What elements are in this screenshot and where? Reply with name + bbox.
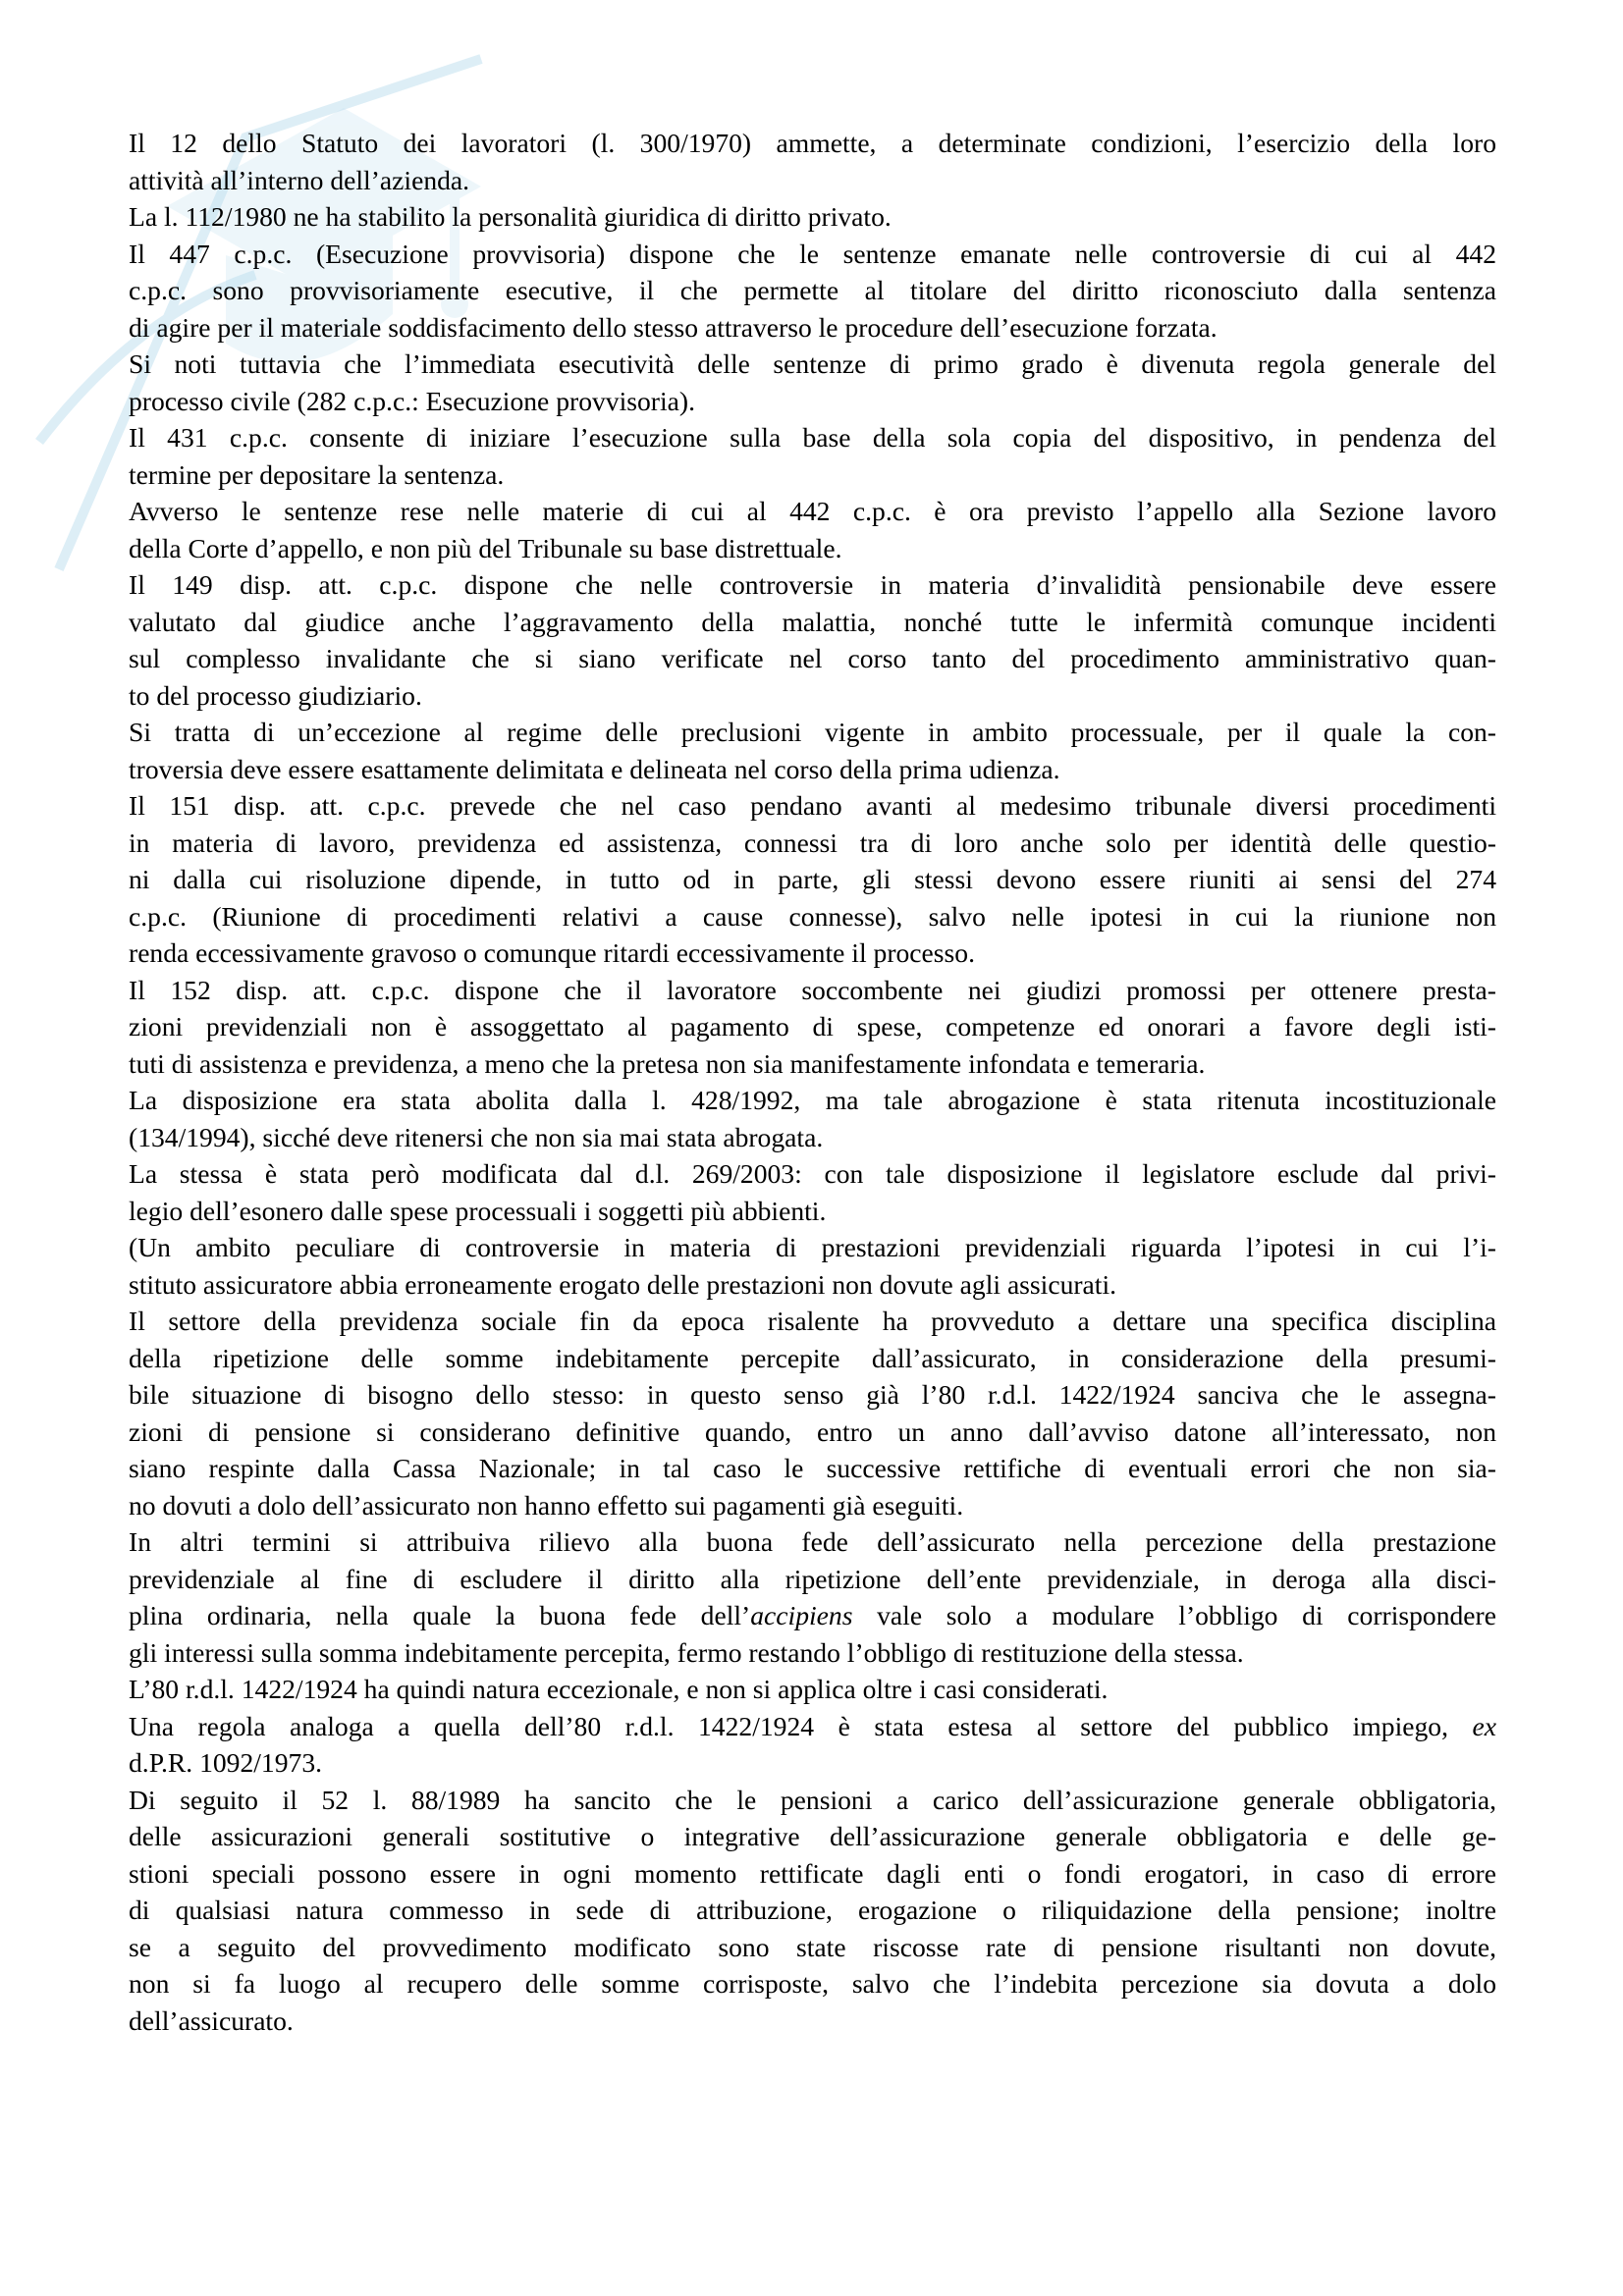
text-line: La stessa è stata però modificata dal d.l. 269/2003: con tale disposizione il legislatore esclude dal privi-: [129, 1158, 1496, 1189]
text-line: della Corte d’appello, e non più del Tribunale su base distrettuale.: [129, 532, 842, 563]
paragraph-52-legge-88: [129, 1782, 1496, 2040]
text-line: d.P.R. 1092/1973.: [129, 1747, 323, 1778]
text-line: della ripetizione delle somme indebitamente percepite dall’assicurato, in considerazione della presumi-: [129, 1342, 1496, 1373]
paragraph-statuto: [129, 125, 1496, 198]
paragraph-447: [129, 236, 1496, 347]
paragraph-152: [129, 972, 1496, 1083]
paragraph-preclusioni: [129, 714, 1496, 787]
text-line: c.p.c. (Riunione di procedimenti relativi a cause connesse), salvo nelle ipotesi in cui la riunione non: [129, 900, 1496, 932]
text-line: gli interessi sulla somma indebitamente percepita, fermo restando l’obbligo di restituzione della stessa.: [129, 1636, 1244, 1668]
text-line: (134/1994), sicché deve ritenersi che non sia mai stata abrogata.: [129, 1121, 824, 1152]
text-line: valutato dal giudice anche l’aggravamento della malattia, nonché tutte le infermità comunque incidenti: [129, 606, 1496, 637]
text-line: zioni previdenziali non è assoggettato al pagamento di spese, competenze ed onorari a favore degli isti-: [129, 1011, 1496, 1041]
text-line: zioni di pensione si considerano definitive quando, entro un anno dall’avviso datone all’interessato, non: [129, 1415, 1496, 1447]
text-line-with-italic: [129, 1708, 1496, 1745]
italic-term: accipiens: [750, 1600, 853, 1630]
text-segment: plina ordinaria, nella quale la buona fede dell’: [129, 1600, 751, 1630]
italic-term: ex: [1472, 1710, 1496, 1741]
paragraph-431: [129, 419, 1496, 493]
text-line: delle assicurazioni generali sostitutive o integrative dell’assicurazione generale obbligatoria e delle ge-: [129, 1821, 1496, 1851]
paragraph-regola-analoga: [129, 1708, 1496, 1782]
text-line: di agire per il materiale soddisfacimento dello stesso attraverso le procedure dell’esecuzione forzata.: [129, 311, 1217, 343]
text-line: Si noti tuttavia che l’immediata esecutività delle sentenze di primo grado è divenuta regola generale del: [129, 348, 1496, 379]
text-line: non si fa luogo al recupero delle somme corrisposte, salvo che l’indebita percezione sia dovuta a dolo: [129, 1968, 1496, 1999]
text-line: di qualsiasi natura commesso in sede di attribuzione, erogazione o riliquidazione della pensione; inoltre: [129, 1895, 1496, 1925]
text-line: In altri termini si attribuiva rilievo alla buona fede dell’assicurato nella percezione della prestazione: [129, 1526, 1496, 1557]
text-line: ni dalla cui risoluzione dipende, in tutto od in parte, gli stessi devono essere riuniti ai sensi del 274: [129, 864, 1496, 894]
text-line: Si tratta di un’eccezione al regime delle preclusioni vigente in ambito processuale, per il quale la con-: [129, 717, 1496, 747]
paragraph-esecutivita: [129, 346, 1496, 419]
paragraph-legge-112: [129, 198, 1496, 236]
paragraph-abrogazione: [129, 1082, 1496, 1155]
text-line: dell’assicurato.: [129, 2004, 294, 2036]
text-line: Avverso le sentenze rese nelle materie di cui al 442 c.p.c. è ora previsto l’appello alla Sezione lavoro: [129, 496, 1496, 526]
text-line: Il settore della previdenza sociale fin da epoca risalente ha provveduto a dettare una specifica disciplina: [129, 1306, 1496, 1336]
text-line: sul complesso invalidante che si siano verificate nel corso tanto del procedimento amministrativo quan-: [129, 643, 1496, 673]
text-line: attività all’interno dell’azienda.: [129, 164, 470, 195]
text-segment: vale solo a modulare l’obbligo di corrispondere: [852, 1600, 1496, 1630]
text-line: bile situazione di bisogno dello stesso: in questo senso già l’80 r.d.l. 1422/1924 sanciva che le assegna-: [129, 1379, 1496, 1410]
text-line: no dovuti a dolo dell’assicurato non hanno effetto sui pagamenti già eseguiti.: [129, 1489, 964, 1521]
text-line: tuti di assistenza e previdenza, a meno che la pretesa non sia manifestamente infondata e temeraria.: [129, 1047, 1206, 1079]
text-line: se a seguito del provvedimento modificato sono state riscosse rate di pensione risultanti non dovute,: [129, 1931, 1496, 1962]
text-line: Il 152 disp. att. c.p.c. dispone che il lavoratore soccombente nei giudizi promossi per ottenere presta-: [129, 974, 1496, 1005]
text-line: to del processo giudiziario.: [129, 679, 422, 711]
text-line: renda eccessivamente gravoso o comunque ritardi eccessivamente il processo.: [129, 937, 975, 968]
text-line: La l. 112/1980 ne ha stabilito la personalità giuridica di diritto privato.: [129, 201, 892, 232]
text-line: processo civile (282 c.p.c.: Esecuzione provvisoria).: [129, 385, 695, 416]
text-line: Il 12 dello Statuto dei lavoratori (l. 300/1970) ammette, a determinate condizioni, l’esercizio della loro: [129, 128, 1496, 158]
text-line: L’80 r.d.l. 1422/1924 ha quindi natura eccezionale, e non si applica oltre i casi considerati.: [129, 1674, 1109, 1704]
paragraph-previdenza-sociale: [129, 1303, 1496, 1523]
text-line: siano respinte dalla Cassa Nazionale; in tal caso le successive rettifiche di eventuali errori che non sia-: [129, 1453, 1496, 1483]
paragraph-149: [129, 566, 1496, 714]
text-segment: Una regola analoga a quella dell’80 r.d.l. 1422/1924 è stata estesa al settore del pubblico impiego,: [129, 1710, 1473, 1741]
document-body: [129, 125, 1496, 2039]
text-line: Il 151 disp. att. c.p.c. prevede che nel caso pendano avanti al medesimo tribunale diversi procedimenti: [129, 790, 1496, 821]
text-line: legio dell’esonero dalle spese processuali i soggetti più abbienti.: [129, 1195, 827, 1226]
text-line: Il 431 c.p.c. consente di iniziare l’esecuzione sulla base della sola copia del dispositivo, in pendenza del: [129, 422, 1496, 453]
text-line: Di seguito il 52 l. 88/1989 ha sancito che le pensioni a carico dell’assicurazione generale obbligatoria,: [129, 1784, 1496, 1815]
text-line: La disposizione era stata abolita dalla l. 428/1992, ma tale abrogazione è stata ritenuta incostituzionale: [129, 1085, 1496, 1115]
paragraph-dl-269: [129, 1155, 1496, 1229]
text-line: Il 149 disp. att. c.p.c. dispone che nelle controversie in materia d’invalidità pensionabile deve essere: [129, 569, 1496, 600]
text-line: termine per depositare la sentenza.: [129, 458, 505, 490]
text-line-with-italic: [129, 1597, 1496, 1634]
text-line: previdenziale al fine di escludere il diritto alla ripetizione dell’ente previdenziale, in deroga alla disci-: [129, 1563, 1496, 1594]
paragraph-buona-fede: [129, 1523, 1496, 1671]
text-line: troversia deve essere esattamente delimitata e delineata nel corso della prima udienza.: [129, 753, 1060, 784]
text-line: c.p.c. sono provvisoriamente esecutive, il che permette al titolare del diritto riconosciuto dalla sentenza: [129, 275, 1496, 305]
text-line: in materia di lavoro, previdenza ed assistenza, connessi tra di loro anche solo per identità delle questio-: [129, 827, 1496, 858]
text-line: (Un ambito peculiare di controversie in materia di prestazioni previdenziali riguarda l’ipotesi in cui l’i-: [129, 1232, 1496, 1262]
paragraph-natura-eccezionale: [129, 1671, 1496, 1708]
paragraph-ambito-peculiare: [129, 1229, 1496, 1303]
paragraph-151: [129, 787, 1496, 972]
text-line: stioni speciali possono essere in ogni momento rettificate dagli enti o fondi erogatori, in caso di errore: [129, 1857, 1496, 1889]
text-line: stituto assicuratore abbia erroneamente erogato delle prestazioni non dovute agli assicurati.: [129, 1268, 1117, 1300]
text-line: Il 447 c.p.c. (Esecuzione provvisoria) dispone che le sentenze emanate nelle controversie di cui al 442: [129, 238, 1496, 269]
paragraph-appello: [129, 493, 1496, 566]
